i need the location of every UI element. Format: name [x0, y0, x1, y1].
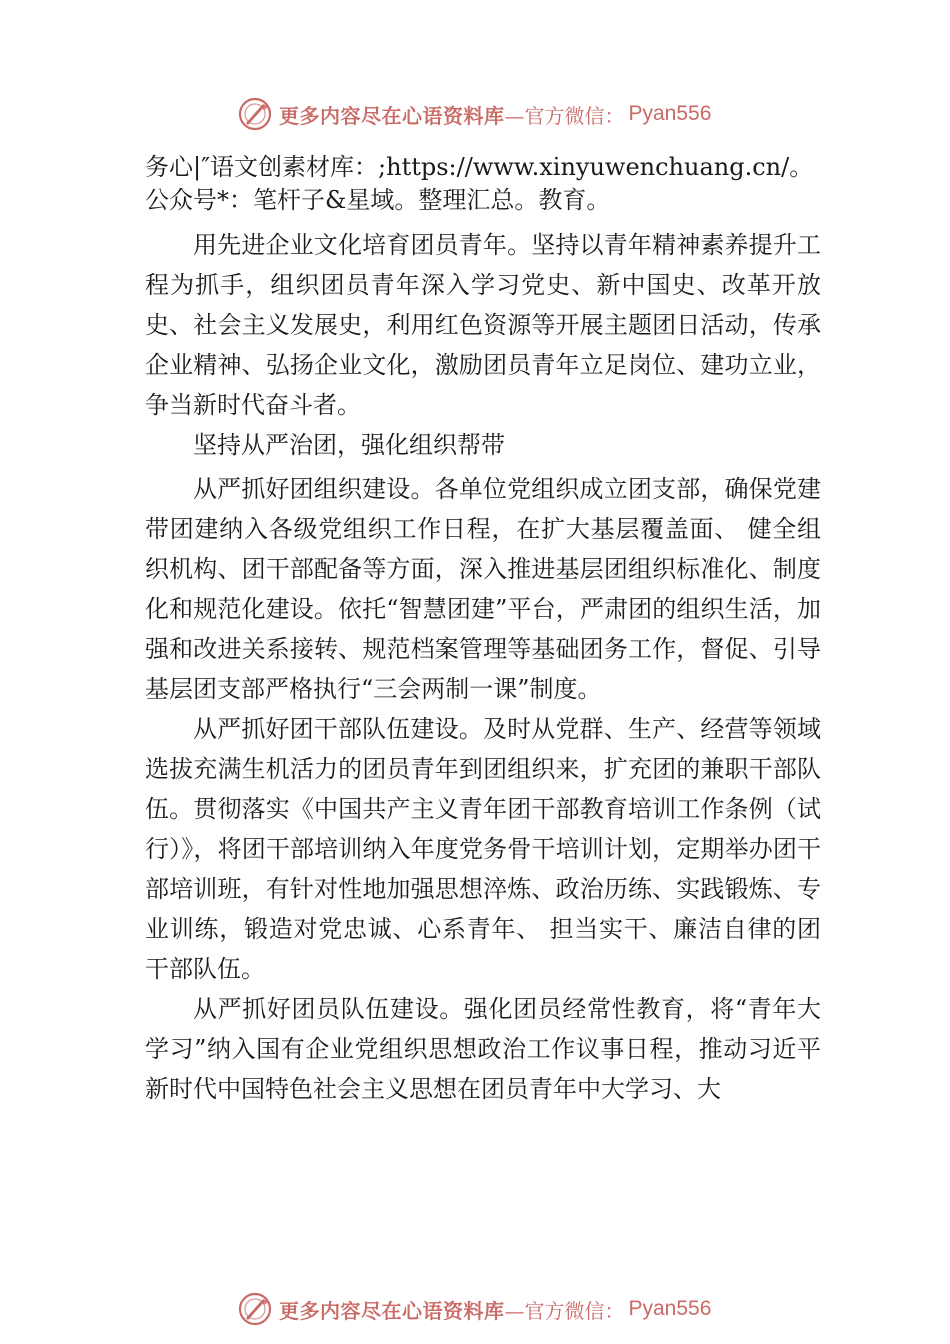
paragraph-culture: 用先进企业文化培育团员青年。坚持以青年精神素养提升工程为抓手，组织团员青年深入学习党史、新中国史、改革开放史、社会主义发展史，利用红色资源等开展主题团日活动，传承企业精神、弘扬企业文化，激励团员青年立足岗位、建功立业，争当新时代奋斗者。	[145, 231, 821, 419]
quill-seal-icon	[237, 96, 273, 132]
paragraph-cadre: 从严抓好团干部队伍建设。及时从党群、生产、经营等领域选拔充满生机活力的团员青年到团组织来，扩充团的兼职干部队伍。贯彻落实《中国共产主义青年团干部教育培训工作条例（试行）》，将团干部培训纳入年度党务骨干培训计划，定期举办团干部培训班，有针对性地加强思想淬炼、政治历练、实践锻炼、专业训练，锻造对党忠诚、心系青年、 担当实干、廉洁自律的团干部队伍。	[145, 715, 821, 983]
header-banner	[237, 94, 711, 134]
paragraph-members: 从严抓好团员队伍建设。强化团员经常性教育，将“青年大学习”纳入国有企业党组织思想政治工作议事日程，推动习近平新时代中国特色社会主义思想在团员青年中大学习、大	[145, 995, 821, 1103]
banner-wechat-label: —官方微信：	[504, 1298, 625, 1323]
section-heading: 坚持从严治团，强化组织帮带	[193, 431, 505, 459]
quill-seal-icon	[237, 1291, 273, 1327]
document-body	[145, 150, 821, 1109]
source-line: 务心|″语文创素材库：;https://www.xinyuwenchuang.cn/。	[145, 153, 814, 181]
banner-title: 更多内容尽在心语资料库	[279, 1298, 505, 1323]
source-line-2: 公众号*：笔杆子&星域。整理汇总。教育。	[145, 186, 611, 214]
banner-wechat-id: Pyan556	[628, 1297, 712, 1320]
banner-title: 更多内容尽在心语资料库	[279, 103, 505, 128]
footer-banner	[237, 1289, 711, 1329]
paragraph-organization: 从严抓好团组织建设。各单位党组织成立团支部，确保党建带团建纳入各级党组织工作日程，在扩大基层覆盖面、 健全组织机构、团干部配备等方面，深入推进基层团组织标准化、制度化和规范化建设。依托“智慧团建”平台，严肃团的组织生活，加强和改进关系接转、规范档案管理等基础团务工作，督促、引导基层团支部严格执行“三会两制一课”制度。	[145, 475, 821, 703]
banner-wechat-id: Pyan556	[628, 102, 712, 125]
banner-wechat-label: —官方微信：	[504, 103, 625, 128]
